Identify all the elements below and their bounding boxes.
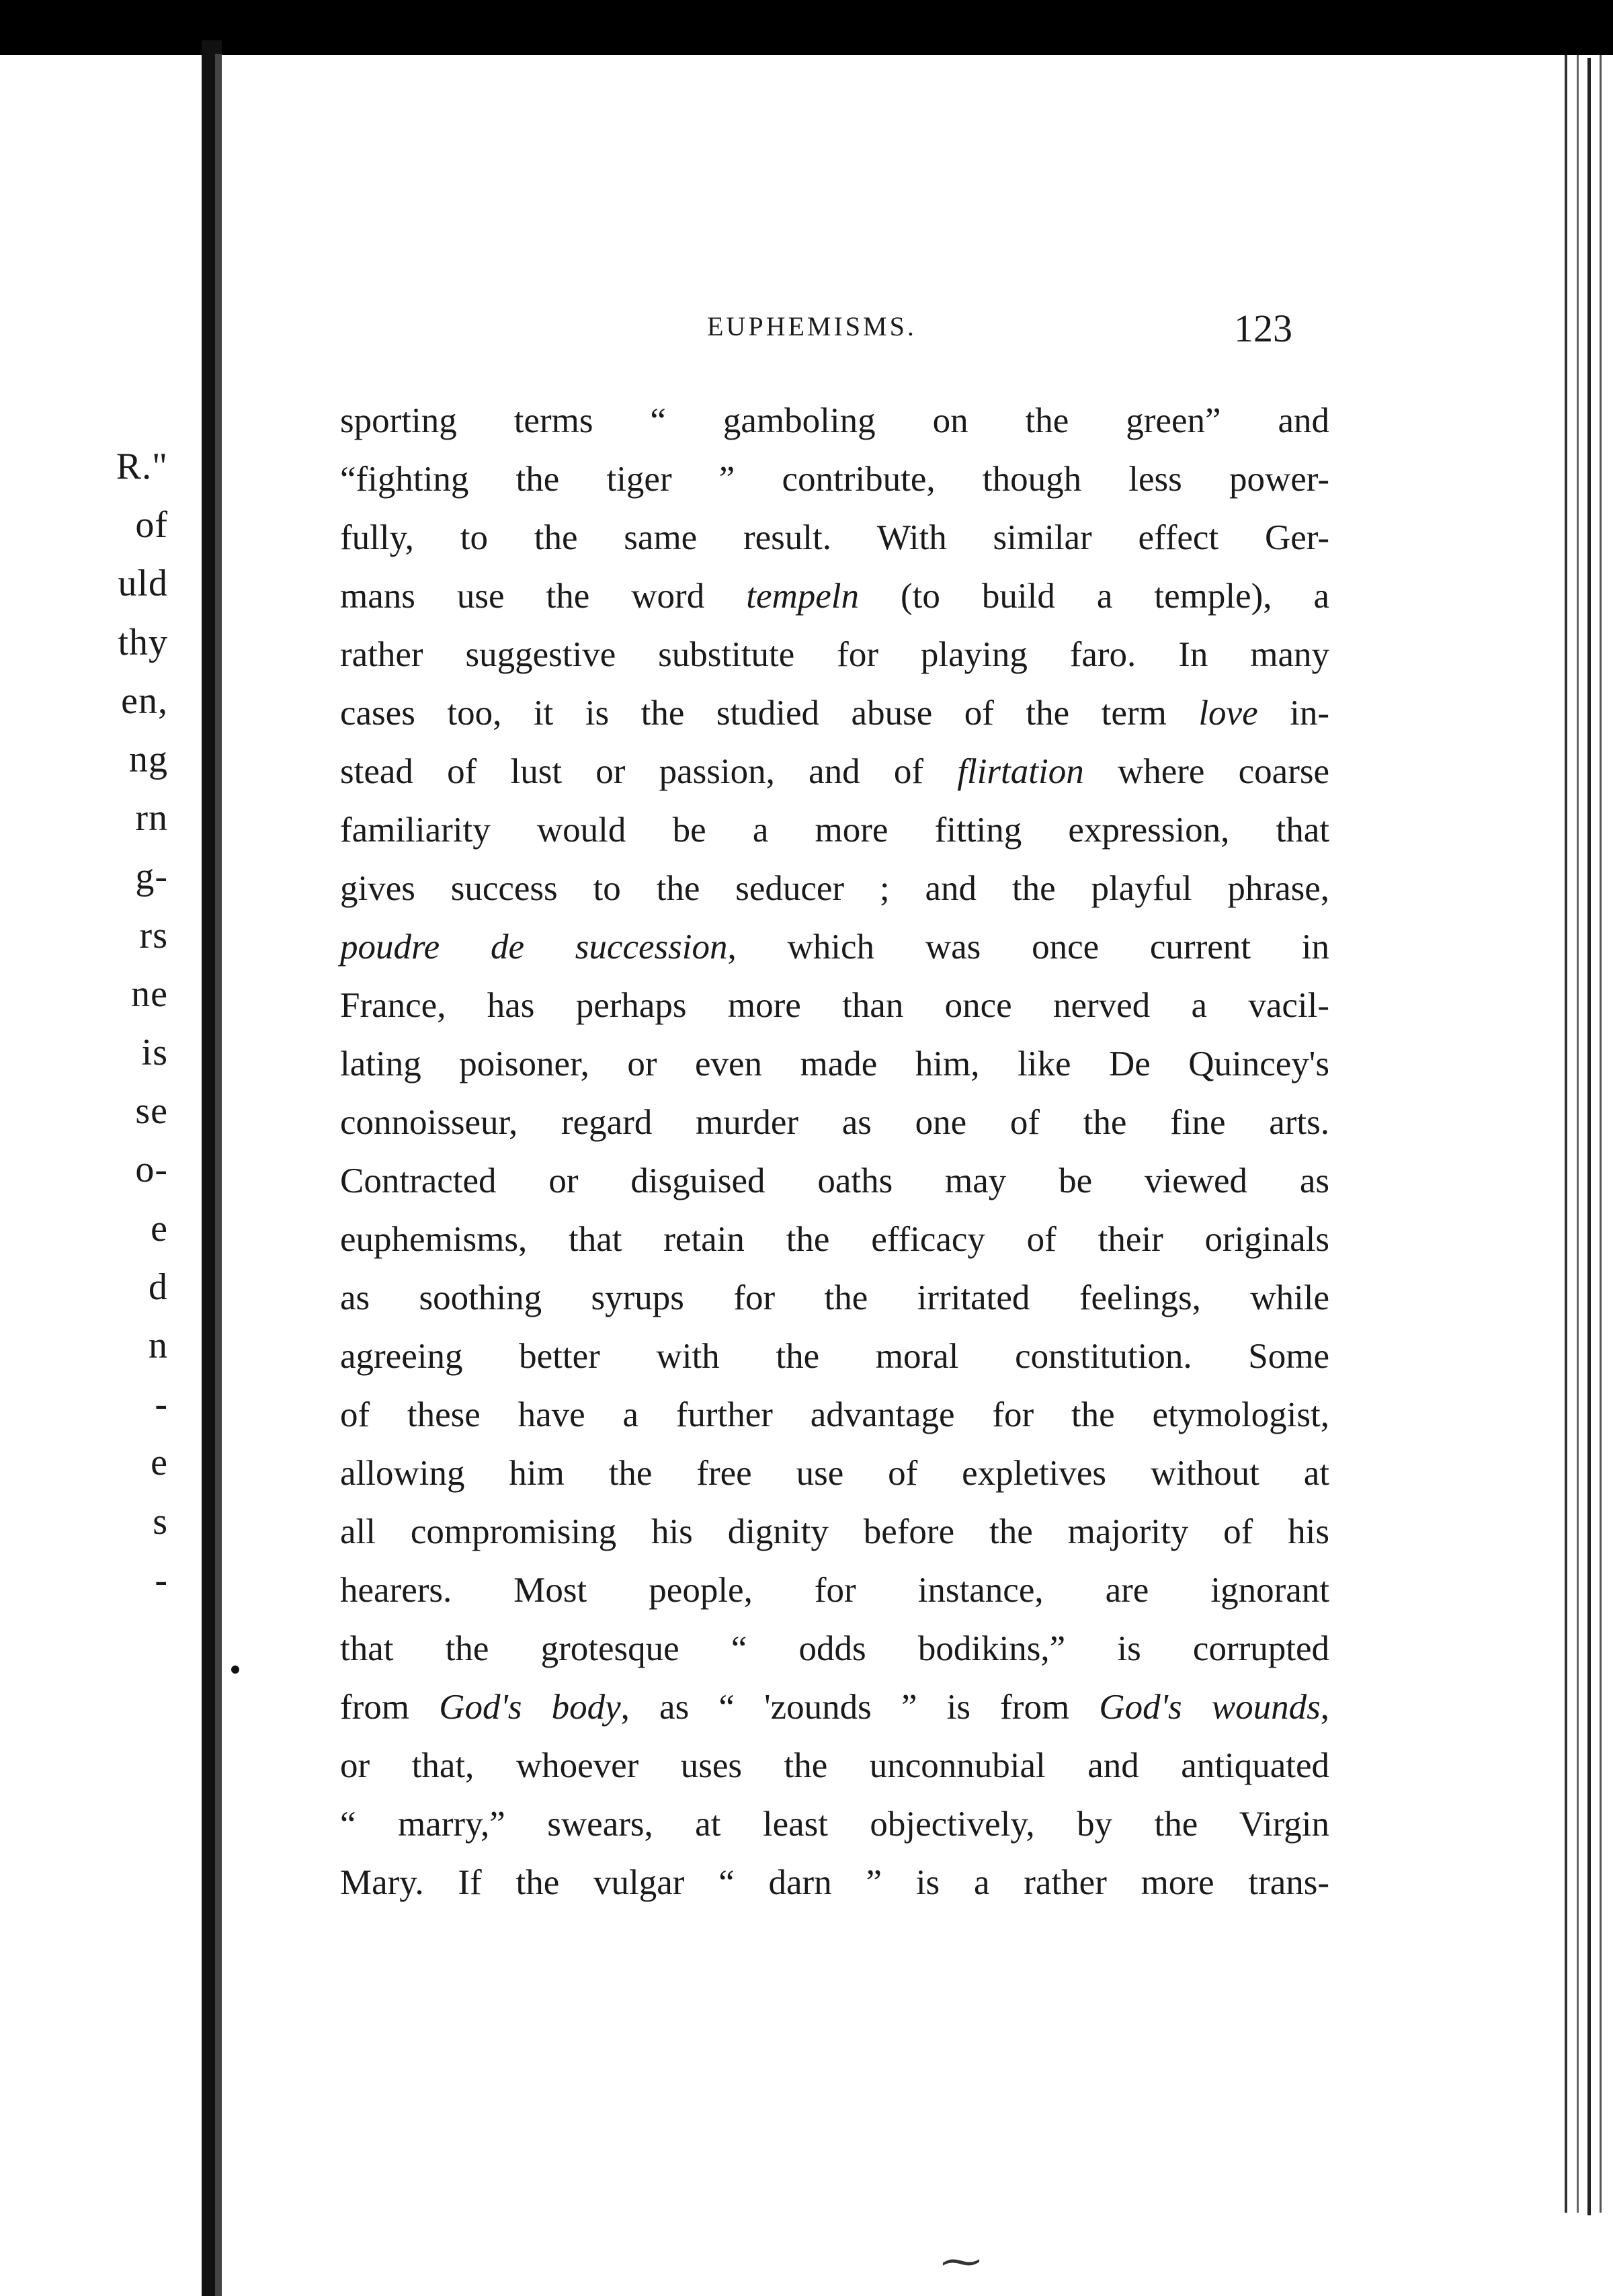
text-line — [340, 1795, 1329, 1854]
text-line — [340, 1503, 1329, 1561]
text-segment: fully, to the same result. With similar effect Ger- — [340, 518, 1329, 557]
text-line — [340, 1152, 1329, 1211]
text-segment: rather suggestive substitute for playing faro. In many — [340, 635, 1329, 674]
text-line — [340, 743, 1329, 801]
text-line — [340, 450, 1329, 509]
text-segment: France, has perhaps more than once nerved a vacil- — [340, 986, 1329, 1025]
text-segment: lating poisoner, or even made him, like De Quincey's — [340, 1044, 1329, 1083]
text-segment: familiarity would be a more fitting expression, that — [340, 811, 1329, 850]
text-line — [340, 1035, 1329, 1094]
left-page-fragment: - — [155, 1559, 168, 1601]
left-page — [0, 55, 202, 2296]
text-segment: as soothing syrups for the irritated feelings, while — [340, 1278, 1329, 1317]
left-page-fragment: en, — [121, 680, 168, 722]
left-page-fragment: - — [155, 1383, 168, 1426]
left-page-fragment: R." — [116, 446, 168, 487]
left-page-fragment: g- — [135, 856, 168, 898]
ink-speck — [231, 1666, 239, 1674]
text-segment: “fighting the tiger ” contribute, though less power- — [340, 460, 1329, 499]
scan-top-border — [0, 0, 1613, 55]
left-page-fragment: n — [149, 1325, 168, 1366]
italic-text: love — [1198, 694, 1258, 733]
text-line — [340, 626, 1329, 684]
text-line — [340, 1737, 1329, 1795]
text-line — [340, 1561, 1329, 1620]
text-line — [340, 1620, 1329, 1678]
text-segment: mans use the word — [340, 577, 747, 616]
text-segment: stead of lust or passion, and of — [340, 752, 958, 791]
left-page-fragment: s — [153, 1500, 168, 1543]
text-segment: sporting terms “ gamboling on the green” and — [340, 401, 1329, 440]
text-line — [340, 860, 1329, 918]
text-line — [340, 1094, 1329, 1152]
text-segment: euphemisms, that retain the efficacy of their originals — [340, 1220, 1329, 1259]
text-line — [340, 918, 1329, 977]
text-line — [340, 1444, 1329, 1503]
text-segment: allowing him the free use of expletives without at — [340, 1454, 1329, 1493]
text-line — [340, 801, 1329, 860]
text-segment: gives success to the seducer ; and the playful phrase, — [340, 869, 1329, 908]
text-segment: , which was once current in — [727, 928, 1330, 967]
text-line — [340, 1854, 1329, 1912]
text-segment: or that, whoever uses the unconnubial and antiquated — [340, 1746, 1329, 1785]
text-segment: , as “ 'zounds ” is from — [620, 1688, 1100, 1727]
left-page-fragment: e — [151, 1442, 168, 1484]
text-line — [340, 1211, 1329, 1269]
book-gutter-shadow — [215, 54, 222, 2296]
text-line — [340, 392, 1329, 450]
text-line — [340, 1678, 1329, 1737]
page-number: 123 — [1234, 306, 1292, 350]
text-line — [340, 509, 1329, 567]
text-segment: that the grotesque “ odds bodikins,” is corrupted — [340, 1629, 1329, 1668]
text-segment: agreeing better with the moral constitution. Some — [340, 1337, 1329, 1376]
italic-text: God's body — [439, 1688, 621, 1727]
text-segment: from — [340, 1688, 440, 1727]
left-page-fragment: o- — [135, 1149, 168, 1191]
text-segment: “ marry,” swears, at least objectively, by the Virgin — [340, 1805, 1329, 1844]
body-text — [340, 392, 1329, 1912]
page-edge — [1565, 55, 1567, 2213]
page-edge — [1600, 55, 1602, 2213]
italic-text: poudre de succession — [340, 928, 728, 967]
text-segment: connoisseur, regard murder as one of the fine arts. — [340, 1103, 1329, 1142]
running-head: EUPHEMISMS. — [707, 311, 917, 341]
text-segment: cases too, it is the studied abuse of the term — [340, 694, 1199, 733]
text-segment: hearers. Most people, for instance, are ignorant — [340, 1571, 1329, 1610]
text-segment: Contracted or disguised oaths may be viewed as — [340, 1161, 1329, 1200]
text-segment: , — [1320, 1688, 1329, 1727]
text-line — [340, 1327, 1329, 1386]
text-segment: of these have a further advantage for the etymologist, — [340, 1395, 1329, 1434]
page-edge — [1577, 55, 1579, 2213]
left-page-fragment: is — [141, 1032, 168, 1073]
left-page-fragment: se — [135, 1090, 168, 1133]
text-line — [340, 567, 1329, 626]
page-edge — [1587, 58, 1591, 2215]
text-segment: all compromising his dignity before the majority of his — [340, 1512, 1329, 1551]
left-page-fragment: of — [135, 504, 168, 546]
text-line — [340, 1269, 1329, 1327]
italic-text: flirtation — [957, 752, 1084, 791]
text-line — [340, 684, 1329, 743]
text-segment: in- — [1257, 694, 1330, 733]
left-page-fragment: thy — [118, 621, 168, 663]
italic-text: tempeln — [746, 577, 859, 616]
ink-flourish: ⁓ — [941, 2240, 981, 2284]
text-line — [340, 1386, 1329, 1444]
left-page-fragment: uld — [118, 563, 168, 605]
left-page-fragment: ne — [131, 973, 168, 1015]
left-page-fragment: rn — [135, 797, 168, 839]
text-segment: where coarse — [1083, 752, 1329, 791]
left-page-fragment: ng — [129, 739, 168, 780]
text-segment: (to build a temple), a — [859, 577, 1330, 616]
left-page-fragment: d — [149, 1266, 168, 1308]
text-line — [340, 977, 1329, 1035]
italic-text: God's wounds — [1099, 1688, 1321, 1727]
left-page-fragment: e — [151, 1207, 168, 1249]
text-segment: Mary. If the vulgar “ darn ” is a rather more trans- — [340, 1863, 1329, 1902]
left-page-fragment: rs — [139, 914, 168, 956]
